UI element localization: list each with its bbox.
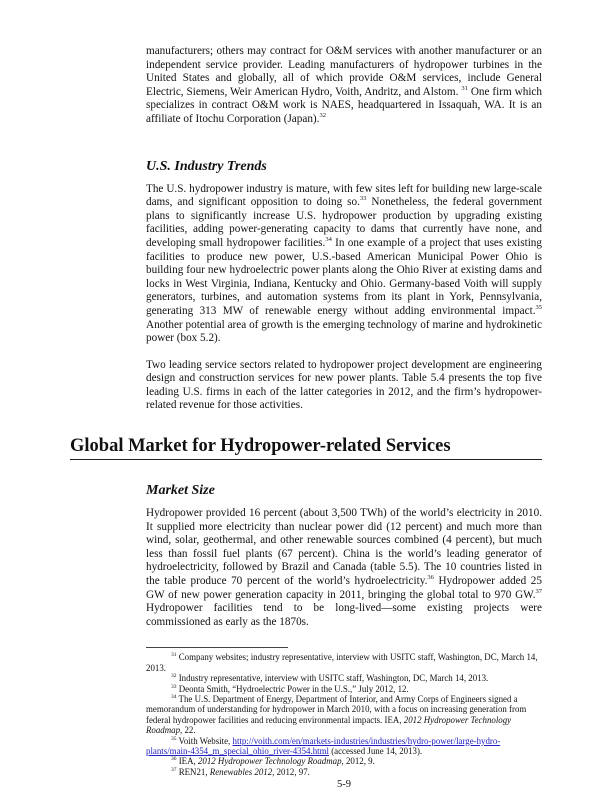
text-run: Deonta Smith, “Hydroelectric Power in the U.S.,” July 2012, 12.: [176, 683, 409, 694]
footnote-reference[interactable]: 33: [359, 195, 367, 203]
subheading-market-size: Market Size: [146, 483, 215, 499]
text-run: Voith Website,: [176, 735, 233, 746]
footnote: [146, 736, 542, 757]
footnote-reference[interactable]: 35: [535, 303, 542, 311]
footnotes: [146, 652, 542, 777]
italic-title: 2012 Hydropower Technology Roadmap,: [146, 714, 512, 736]
italic-title: 2012 Hydropower Technology Roadmap,: [197, 756, 344, 767]
page-number: 5-9: [337, 779, 351, 791]
footnote-link[interactable]: http://voith.com/en/markets-industries/industries/hydro-power/large-hydro-plants/main-4354_m_special_ohio_river-4354.html: [146, 735, 501, 757]
text-run: Another potential area of growth is the emerging technology of marine and hydrokinetic power (box 5.2).: [146, 318, 542, 345]
footnote: [146, 673, 542, 683]
text-run: 2012, 97.: [274, 766, 310, 777]
text-run: 22.: [182, 725, 196, 736]
text-run: Nonetheless, the federal government plans to significantly increase U.S. hydropower production by upgrading existing facilities, adding power-generating capacity to dams that currently have none, and developing small hydropower facilities.: [146, 196, 542, 249]
footnote-reference[interactable]: 32: [171, 673, 177, 680]
footnote-reference[interactable]: 34: [325, 235, 332, 243]
footnote-reference[interactable]: 31: [171, 652, 177, 659]
footnote-reference[interactable]: 36: [427, 574, 434, 582]
footnote: [146, 694, 542, 736]
text-run: One firm which specializes in contract O&M work is NAES, headquartered in Issaquah, WA. It is an affiliate of Itochu Corporation (Japan).: [146, 85, 542, 125]
text-run: IEA,: [176, 756, 198, 767]
footnote-reference[interactable]: 32: [319, 111, 326, 119]
text-run: The U.S. Department of Energy, Department of Interior, and Army Corps of Engineers signed a memorandum of understanding for hydropower in March 2010, with a focus on increasing generation from federal hydropower facilities and reducing environmental impacts. IEA,: [146, 694, 527, 725]
text-run: Company websites; industry representative, interview with USITC staff, Washington, DC, March 14, 2013.: [146, 652, 538, 673]
footnote: [146, 652, 542, 673]
footnote-reference[interactable]: 35: [171, 735, 177, 742]
text-run: (accessed June 14, 2013).: [328, 746, 423, 757]
paragraph-om-services: [146, 45, 542, 127]
footnote: [146, 756, 542, 766]
text-run: Hydropower facilities tend to be long-lived—some existing projects were commissioned as early as the 1870s.: [146, 602, 542, 628]
paragraph-us-industry: [146, 183, 542, 346]
text-run: In one example of a project that uses existing facilities to produce new power, U.S.-based American Municipal Power Ohio is building four new hydroelectric power plants along the Ohio River at existing dams and locks in West Virginia, Indiana, Kentucky and Ohio. Germany-based Voith will supply generators, turbines, and automation systems from its plant in York, Pennsylvania, generating 313 MW of renewable energy without adding environmental impact.: [146, 236, 542, 317]
footnote: [146, 767, 542, 777]
footnote-reference[interactable]: 36: [171, 756, 177, 763]
footnote-divider: [146, 647, 288, 648]
subheading-us-industry-trends: U.S. Industry Trends: [146, 158, 267, 174]
text-run: Hydropower provided 16 percent (about 3,500 TWh) of the world’s electricity in 2010. It supplied more electricity than nuclear power did (12 percent) and much more than wind, solar, geothermal, and other renewable sources combined (4 percent), but much less than fossil fuel plants (67 percent). China is the world’s leading generator of hydroelectricity, followed by Brazil and Canada (table 5.5). The 10 countries listed in the table produce 70 percent of the world’s hydroelectricity.: [146, 507, 542, 588]
footnote-reference[interactable]: 31: [461, 84, 468, 92]
text-run: The U.S. hydropower industry is mature, with few sites left for building new large-scale dams, and significant opposition to doing so.: [146, 182, 542, 209]
section-heading-global-market: Global Market for Hydropower-related Services: [70, 435, 542, 460]
footnote: [146, 684, 542, 694]
text-run: REN21,: [176, 766, 210, 777]
text-run: manufacturers; others may contract for O&M services with another manufacturer or an independent service provider. Leading manufacturers of hydropower turbines in the United States and globally, all of which provide O&M services, include General Electric, Siemens, Weir American Hydro, Voith, Andritz, and Alstom.: [146, 45, 542, 98]
footnote-reference[interactable]: 37: [535, 587, 542, 595]
footnote-reference[interactable]: 37: [171, 766, 177, 773]
text-run: Two leading service sectors related to hydropower project development are engineering design and construction services for new power plants. Table 5.4 presents the top five leading U.S. firms in each of the latter categories in 2012, and the firm’s hydropower-related revenue for those activities.: [146, 358, 542, 412]
page-content: [70, 45, 542, 791]
text-run: 2012, 9.: [343, 756, 375, 767]
paragraph-service-sectors: [146, 359, 542, 413]
paragraph-market-size: [146, 507, 542, 629]
footnote-reference[interactable]: 33: [171, 683, 177, 690]
text-run: Industry representative, interview with USITC staff, Washington, DC, March 14, 2013.: [176, 673, 489, 684]
footnote-reference[interactable]: 34: [171, 694, 177, 701]
italic-title: Renewables 2012,: [209, 766, 275, 777]
text-run: Hydropower added 25 GW of new power generation capacity in 2011, bringing the global total to 970 GW.: [146, 575, 542, 601]
